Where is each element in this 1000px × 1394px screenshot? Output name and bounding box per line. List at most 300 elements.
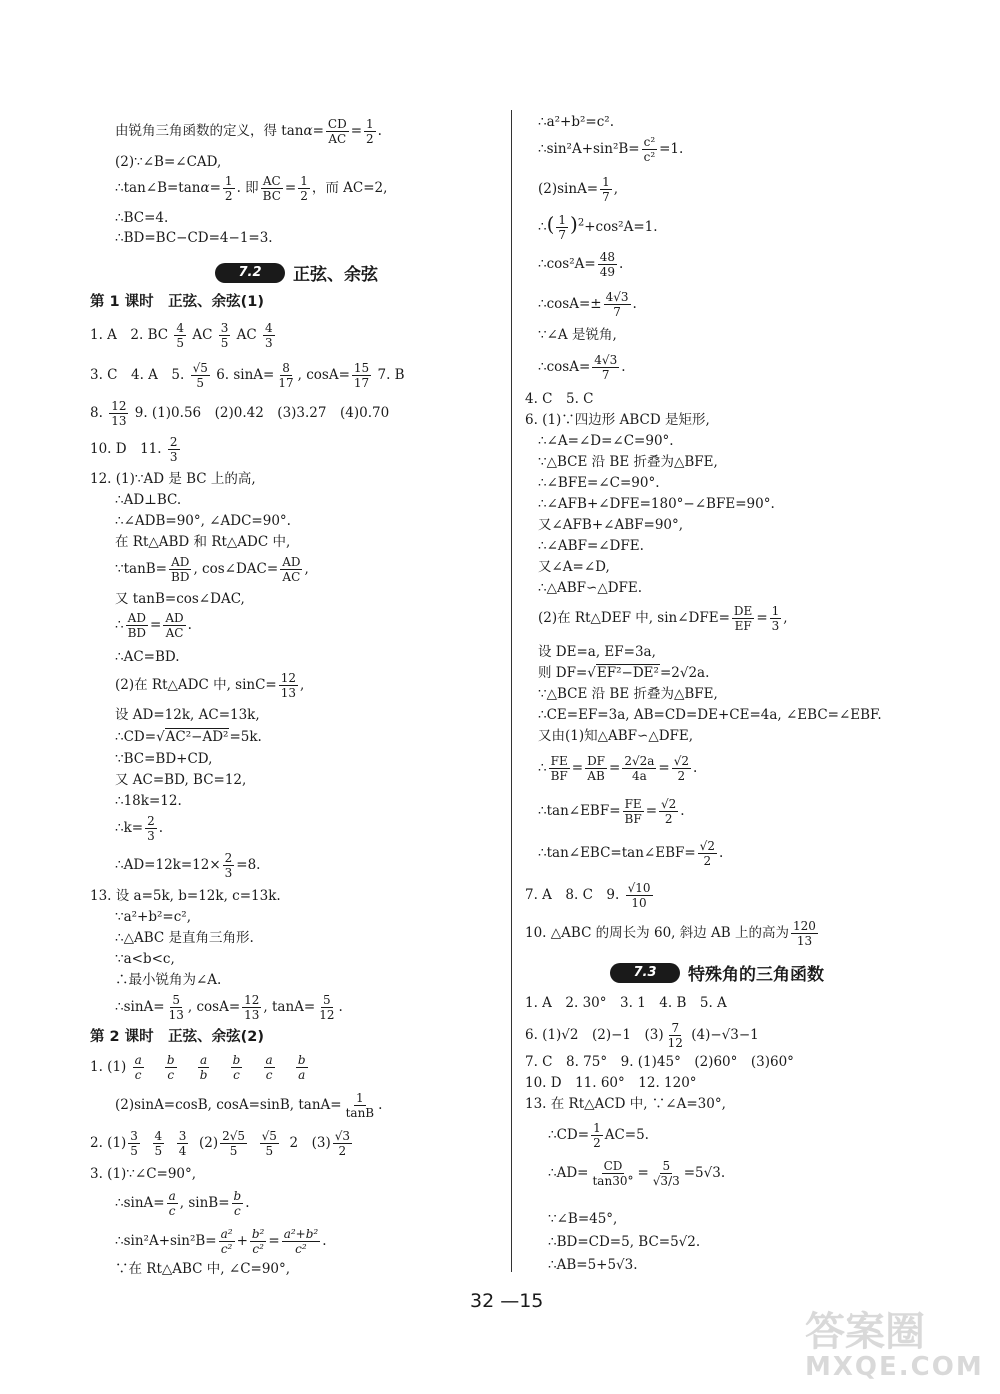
answer-line: ∴∠BFE=∠C=90°.: [538, 475, 660, 491]
denominator: 2: [664, 812, 673, 826]
numerator: AD: [282, 555, 301, 569]
answer-line: [538, 755, 697, 782]
fraction: [219, 322, 231, 349]
answer-line: 3. (1)∵∠C=90°,: [90, 1166, 197, 1182]
denominator: 3: [771, 619, 780, 633]
denominator: 2: [703, 854, 712, 868]
fraction: [604, 291, 631, 318]
numerator: 15: [353, 361, 370, 375]
numerator: 1: [771, 604, 780, 618]
text: =: [268, 1233, 280, 1249]
answer-line: [115, 815, 163, 842]
fraction: [282, 1228, 321, 1255]
numerator: AD: [127, 611, 146, 625]
text: (4)−√3−1: [691, 1027, 759, 1043]
text: 8.: [90, 405, 103, 421]
fraction: [549, 755, 570, 782]
text: .: [322, 1233, 327, 1249]
text: , tanA=: [263, 999, 316, 1015]
answer-line: ∴18k=12.: [115, 793, 182, 809]
numerator: 7: [671, 1021, 680, 1035]
fraction: [250, 1228, 267, 1255]
fraction: [590, 1160, 635, 1187]
denominator: tan30°: [592, 1174, 634, 1188]
fraction: [276, 362, 295, 389]
answer-line: [115, 852, 260, 879]
answer-line: 设 DE=a, EF=3a,: [538, 644, 656, 660]
numerator: b: [233, 1189, 242, 1203]
denominator: √3/3: [652, 1174, 680, 1188]
text: .: [680, 803, 685, 819]
denominator: AC: [165, 626, 184, 640]
numerator: 4: [154, 1129, 163, 1143]
text: (2)在 Rt△ADC 中, sinC=: [115, 677, 277, 693]
text: ∴cosA=±: [538, 296, 602, 312]
answer-line: ∴AB=5+5√3.: [548, 1257, 638, 1273]
answer-line: 又由(1)知△ABF∽△DFE,: [538, 728, 694, 744]
fraction: [296, 1054, 308, 1081]
answer-line: ∴∠ABF=∠DFE.: [538, 538, 644, 554]
answer-line: [90, 400, 389, 427]
fraction: [333, 1130, 352, 1157]
numerator: 4√3: [594, 353, 618, 367]
text: ∴cos²A=: [538, 256, 596, 272]
fraction: [264, 1054, 275, 1081]
answer-line: 13. 设 a=5k, b=12k, c=13k.: [90, 888, 281, 904]
fraction: [145, 815, 157, 842]
numerator: AD: [171, 555, 190, 569]
fraction: [770, 605, 782, 632]
answer-line: ∴∠AFB+∠DFE=180°−∠BFE=90°.: [538, 496, 775, 512]
numerator: AD: [165, 611, 184, 625]
answer-line: [90, 1054, 310, 1081]
denominator: 13: [796, 934, 813, 948]
numerator: 12: [244, 993, 260, 1007]
numerator: 5: [662, 1159, 671, 1173]
text: 3. C 4. A 5.: [90, 367, 185, 383]
text: . 即: [236, 180, 259, 196]
text: =: [756, 610, 768, 626]
fraction: [128, 1130, 140, 1157]
answer-line: [115, 1228, 327, 1255]
fraction: [791, 920, 818, 947]
fraction: [344, 1092, 377, 1119]
text: 2 (3): [289, 1135, 331, 1151]
text: ,: [304, 561, 309, 577]
fraction: [622, 755, 656, 782]
answer-line: ∵在 Rt△ABC 中, ∠C=90°,: [115, 1261, 291, 1277]
fraction: [109, 400, 128, 427]
paren: ): [570, 212, 578, 236]
section-title: 正弦、余弦: [293, 265, 378, 285]
numerator: b²: [251, 1227, 265, 1241]
text: =5k.: [229, 729, 262, 745]
answer-line: [548, 1160, 725, 1187]
numerator: √2: [661, 797, 677, 811]
denominator: c: [233, 1068, 240, 1082]
text: =8.: [236, 857, 261, 873]
numerator: CD: [603, 1159, 623, 1173]
denominator: c: [167, 1068, 175, 1082]
fraction: [223, 175, 235, 202]
numerator: √5: [192, 361, 208, 375]
fraction: [352, 362, 371, 389]
answer-line: [115, 730, 262, 745]
section-tag: 7.2: [215, 263, 285, 283]
text: (2)在 Rt△DEF 中, sin∠DFE=: [538, 610, 730, 626]
answer-line: ∴BC=4.: [115, 210, 169, 226]
text: =: [312, 123, 324, 139]
denominator: 2: [593, 1136, 601, 1150]
numerator: DE: [733, 604, 753, 618]
text: +cos²A=1.: [584, 219, 658, 235]
denominator: 13: [244, 1008, 260, 1022]
answer-line: [538, 354, 626, 381]
fraction: [698, 840, 717, 867]
numerator: √3: [334, 1129, 351, 1143]
fraction: [232, 1190, 244, 1217]
denominator: 7: [558, 228, 567, 242]
text: ,: [300, 677, 305, 693]
section-banner-7-3: [610, 960, 824, 985]
fraction: [672, 755, 691, 782]
answer-line: (2)∵∠B=∠CAD,: [115, 154, 222, 170]
answer-line: ∴∠A=∠D=∠C=90°.: [538, 433, 674, 449]
numerator: √5: [261, 1129, 277, 1143]
fraction: [585, 755, 607, 782]
denominator: 17: [353, 376, 370, 390]
answer-line: [525, 882, 655, 909]
denominator: 13: [280, 686, 297, 700]
text: .: [187, 617, 192, 633]
denominator: 17: [278, 376, 294, 390]
fraction: [223, 852, 235, 879]
denominator: 10: [631, 896, 647, 910]
denominator: c: [265, 1068, 273, 1082]
numerator: 2: [224, 851, 233, 865]
fraction: [659, 798, 678, 825]
text: =1.: [659, 141, 684, 157]
page-number: 32 —15: [470, 1290, 544, 1312]
numerator: b: [297, 1053, 306, 1067]
text: , cos∠DAC=: [193, 561, 279, 577]
denominator: 3: [169, 450, 178, 464]
denominator: 5: [196, 376, 205, 390]
denominator: c²: [220, 1242, 233, 1256]
text: 则 DF=: [538, 665, 588, 681]
denominator: 12: [319, 1008, 335, 1022]
denominator: c²: [295, 1242, 307, 1256]
text: =2√2a.: [659, 665, 710, 681]
denominator: 5: [220, 336, 229, 350]
numerator: c²: [643, 135, 656, 149]
text: ∴tan∠B=tan: [115, 180, 201, 196]
fraction: [556, 214, 568, 241]
text: ∴tan∠EBC=tan∠EBF=: [538, 845, 696, 861]
answer-line: [90, 322, 277, 349]
denominator: BF: [550, 769, 568, 783]
answer-line: ∴AD⊥BC.: [115, 492, 182, 508]
numerator: 1: [558, 213, 567, 227]
numerator: 1: [593, 1121, 601, 1135]
fraction: [153, 1130, 165, 1157]
answer-line: 7. C 8. 75° 9. (1)45° (2)60° (3)60°: [525, 1054, 794, 1070]
numerator: 4√3: [605, 290, 629, 304]
answer-line: 在 Rt△ABD 和 Rt△ADC 中,: [115, 534, 291, 550]
fraction: [169, 556, 191, 583]
fraction: [626, 882, 653, 909]
numerator: a²: [220, 1227, 233, 1241]
numerator: b: [166, 1053, 175, 1067]
answer-line: 6. (1)∵四边形 ABCD 是矩形,: [525, 412, 710, 428]
watermark-site: MXQE.COM: [805, 1352, 984, 1382]
radicand: AC²−AD²: [165, 729, 229, 745]
text: =: [150, 617, 162, 633]
answer-line: [115, 556, 309, 583]
answer-line: ∴△ABC 是直角三角形.: [115, 930, 254, 946]
numerator: √10: [627, 881, 651, 895]
text: .: [377, 123, 382, 139]
text: (2)sinA=: [538, 181, 599, 197]
fraction: [168, 436, 180, 463]
numerator: 8: [282, 361, 290, 375]
denominator: 2: [224, 189, 233, 203]
text: .: [632, 296, 637, 312]
answer-line: ∵∠B=45°,: [548, 1211, 618, 1227]
answer-line: [538, 666, 709, 681]
denominator: AB: [587, 769, 605, 783]
fraction: [600, 176, 612, 203]
text: 9. (1)0.56 (2)0.42 (3)3.27 (4)0.70: [134, 405, 390, 421]
text: 2. (1): [90, 1135, 127, 1151]
fraction: [174, 322, 186, 349]
numerator: 1: [602, 175, 610, 189]
answer-line: 又 tanB=cos∠DAC,: [115, 591, 245, 607]
answer-line: ∴a²+b²=c².: [538, 114, 614, 130]
answer-line: [525, 1022, 759, 1049]
answer-line: [538, 176, 618, 203]
denominator: 2: [300, 189, 308, 203]
text: , sinB=: [179, 1195, 230, 1211]
denominator: 5: [176, 336, 185, 350]
answer-line: [538, 840, 723, 867]
answer-line: 13. 在 Rt△ACD 中, ∵∠A=30°,: [525, 1096, 726, 1112]
denominator: BC: [262, 189, 281, 203]
denominator: 2: [338, 1144, 347, 1158]
answer-line: 1. A 2. 30° 3. 1 4. B 5. A: [525, 995, 727, 1011]
numerator: AC: [262, 174, 281, 188]
answer-line: ∵△BCE 沿 BE 折叠为△BFE,: [538, 454, 718, 470]
answer-line: [115, 672, 304, 699]
denominator: c²: [252, 1242, 264, 1256]
symbol: α: [303, 123, 313, 139]
text: 1. (1): [90, 1059, 127, 1075]
answer-line: ∴AC=BD.: [115, 649, 180, 665]
fraction: [364, 118, 376, 145]
denominator: 7: [601, 368, 610, 382]
numerator: b: [232, 1053, 241, 1067]
text: 7. A 8. C 9.: [525, 887, 620, 903]
text: =: [609, 760, 621, 776]
text: 10. D 11.: [90, 441, 162, 457]
paren: (: [546, 212, 555, 236]
text: ∴AD=12k=12×: [115, 857, 221, 873]
lesson-heading: 第 1 课时 正弦、余弦(1): [90, 294, 265, 310]
fraction: [191, 362, 210, 389]
answer-line: [90, 362, 405, 389]
text: , cosA=: [187, 999, 241, 1015]
fraction: [177, 1130, 189, 1157]
text: +: [236, 1233, 248, 1249]
denominator: 3: [224, 866, 233, 880]
text: ∴: [538, 219, 547, 235]
denominator: EF: [734, 619, 752, 633]
answer-line: [538, 251, 623, 278]
text: =5√3.: [683, 1165, 726, 1181]
answer-line: ∵∠A 是锐角,: [538, 327, 617, 343]
fraction: [163, 612, 185, 639]
numerator: a: [134, 1053, 142, 1067]
answer-line: 10. D 11. 60° 12. 120°: [525, 1075, 697, 1091]
text: =: [658, 760, 670, 776]
text: .: [718, 845, 724, 861]
text: ∴CD=: [115, 729, 157, 745]
denominator: c: [134, 1068, 142, 1082]
answer-line: ∴∠ADB=90°, ∠ADC=90°.: [115, 513, 291, 529]
answer-line: [115, 175, 387, 202]
fraction: [242, 994, 261, 1021]
answer-line: ∵BC=BD+CD,: [115, 751, 213, 767]
text: ,: [613, 181, 619, 197]
denominator: c: [233, 1204, 241, 1218]
numerator: 1: [356, 1091, 364, 1105]
answer-line: [538, 213, 658, 241]
denominator: 7: [602, 190, 610, 204]
numerator: 4: [265, 321, 273, 335]
numerator: 5: [172, 993, 181, 1007]
symbol: α: [200, 180, 210, 196]
answer-line: [538, 291, 637, 318]
text: 由锐角三角函数的定义，得 tan: [115, 123, 304, 139]
text: 7. B: [377, 367, 405, 383]
fraction: [220, 1130, 247, 1157]
text: =: [571, 760, 584, 776]
numerator: 1: [300, 174, 308, 188]
text: (2): [199, 1135, 219, 1151]
fraction: [280, 556, 302, 583]
fraction: [326, 118, 349, 145]
text: .: [693, 760, 698, 776]
text: .: [158, 820, 164, 836]
text: .: [618, 256, 624, 272]
numerator: a: [265, 1053, 273, 1067]
numerator: 12: [280, 671, 297, 685]
radicand: EF²−DE²: [596, 665, 659, 681]
fraction: [598, 251, 617, 278]
answer-line: 又 AC=BD, BC=12,: [115, 772, 247, 788]
denominator: 4a: [631, 769, 647, 783]
text: (2)sinA=cosB, cosA=sinB, tanA=: [115, 1097, 342, 1113]
answer-line: 12. (1)∵AD 是 BC 上的高,: [90, 471, 256, 487]
text: AC: [236, 327, 257, 343]
answer-line: 又∠AFB+∠ABF=90°,: [538, 517, 684, 533]
denominator: c: [168, 1204, 176, 1218]
denominator: 5: [154, 1144, 163, 1158]
numerator: CD: [327, 117, 347, 131]
text: 6. sinA=: [216, 367, 275, 383]
denominator: 13: [111, 414, 127, 428]
answer-line: [90, 436, 182, 463]
sqrt-sign: √: [156, 729, 165, 745]
text: ∵tanB=: [115, 561, 167, 577]
answer-line: 设 AD=12k, AC=13k,: [115, 707, 260, 723]
text: , cosA=: [297, 367, 350, 383]
denominator: 3: [147, 829, 155, 843]
numerator: 48: [599, 250, 615, 264]
text: 1. A 2. BC: [90, 327, 169, 343]
numerator: DF: [587, 754, 606, 768]
fraction: [317, 994, 336, 1021]
section-tag: 7.3: [610, 963, 680, 983]
answer-line: ∵△BCE 沿 BE 折叠为△BFE,: [538, 686, 718, 702]
text: .: [621, 359, 626, 375]
fraction: [642, 136, 658, 163]
fraction: [198, 1054, 210, 1081]
text: ∴AD=: [548, 1165, 589, 1181]
text: ∴sin²A+sin²B=: [115, 1233, 217, 1249]
fraction: [732, 605, 754, 632]
fraction: [263, 322, 275, 349]
denominator: AC: [282, 570, 301, 584]
answer-line: [538, 136, 683, 163]
text: ∴CD=: [548, 1127, 590, 1143]
numerator: 3: [130, 1129, 138, 1143]
text: =: [350, 123, 363, 139]
exponent: 2: [577, 217, 585, 229]
fraction: [126, 612, 148, 639]
numerator: 4: [176, 321, 185, 335]
text: ∴tan∠EBF=: [538, 803, 621, 819]
denominator: 2: [366, 132, 374, 146]
answer-line: ∴BD=CD=5, BC=5√2.: [548, 1234, 701, 1250]
fraction: [165, 1054, 177, 1081]
answer-line: [115, 1190, 250, 1217]
text: AC=5.: [604, 1127, 649, 1143]
text: .: [338, 999, 343, 1015]
numerator: √2: [673, 754, 689, 768]
sqrt-sign: √: [587, 665, 596, 681]
text: =: [209, 180, 221, 196]
answer-line: [115, 994, 343, 1021]
fraction: [591, 1122, 603, 1149]
answer-line: 4. C 5. C: [525, 391, 594, 407]
denominator: tanB: [345, 1106, 375, 1120]
text: ∴: [115, 617, 124, 633]
fraction: [219, 1228, 235, 1255]
denominator: a: [298, 1068, 306, 1082]
fraction: [133, 1054, 144, 1081]
section-banner-7-2: [215, 260, 378, 285]
numerator: a: [168, 1189, 176, 1203]
numerator: a²+b²: [283, 1227, 319, 1241]
answer-line: [525, 920, 820, 947]
numerator: 120: [793, 919, 816, 933]
denominator: b: [199, 1068, 208, 1082]
denominator: 5: [265, 1144, 274, 1158]
numerator: 5: [323, 993, 331, 1007]
answer-line: ∴△ABF∽△DFE.: [538, 580, 643, 596]
column-divider: [511, 110, 512, 1272]
